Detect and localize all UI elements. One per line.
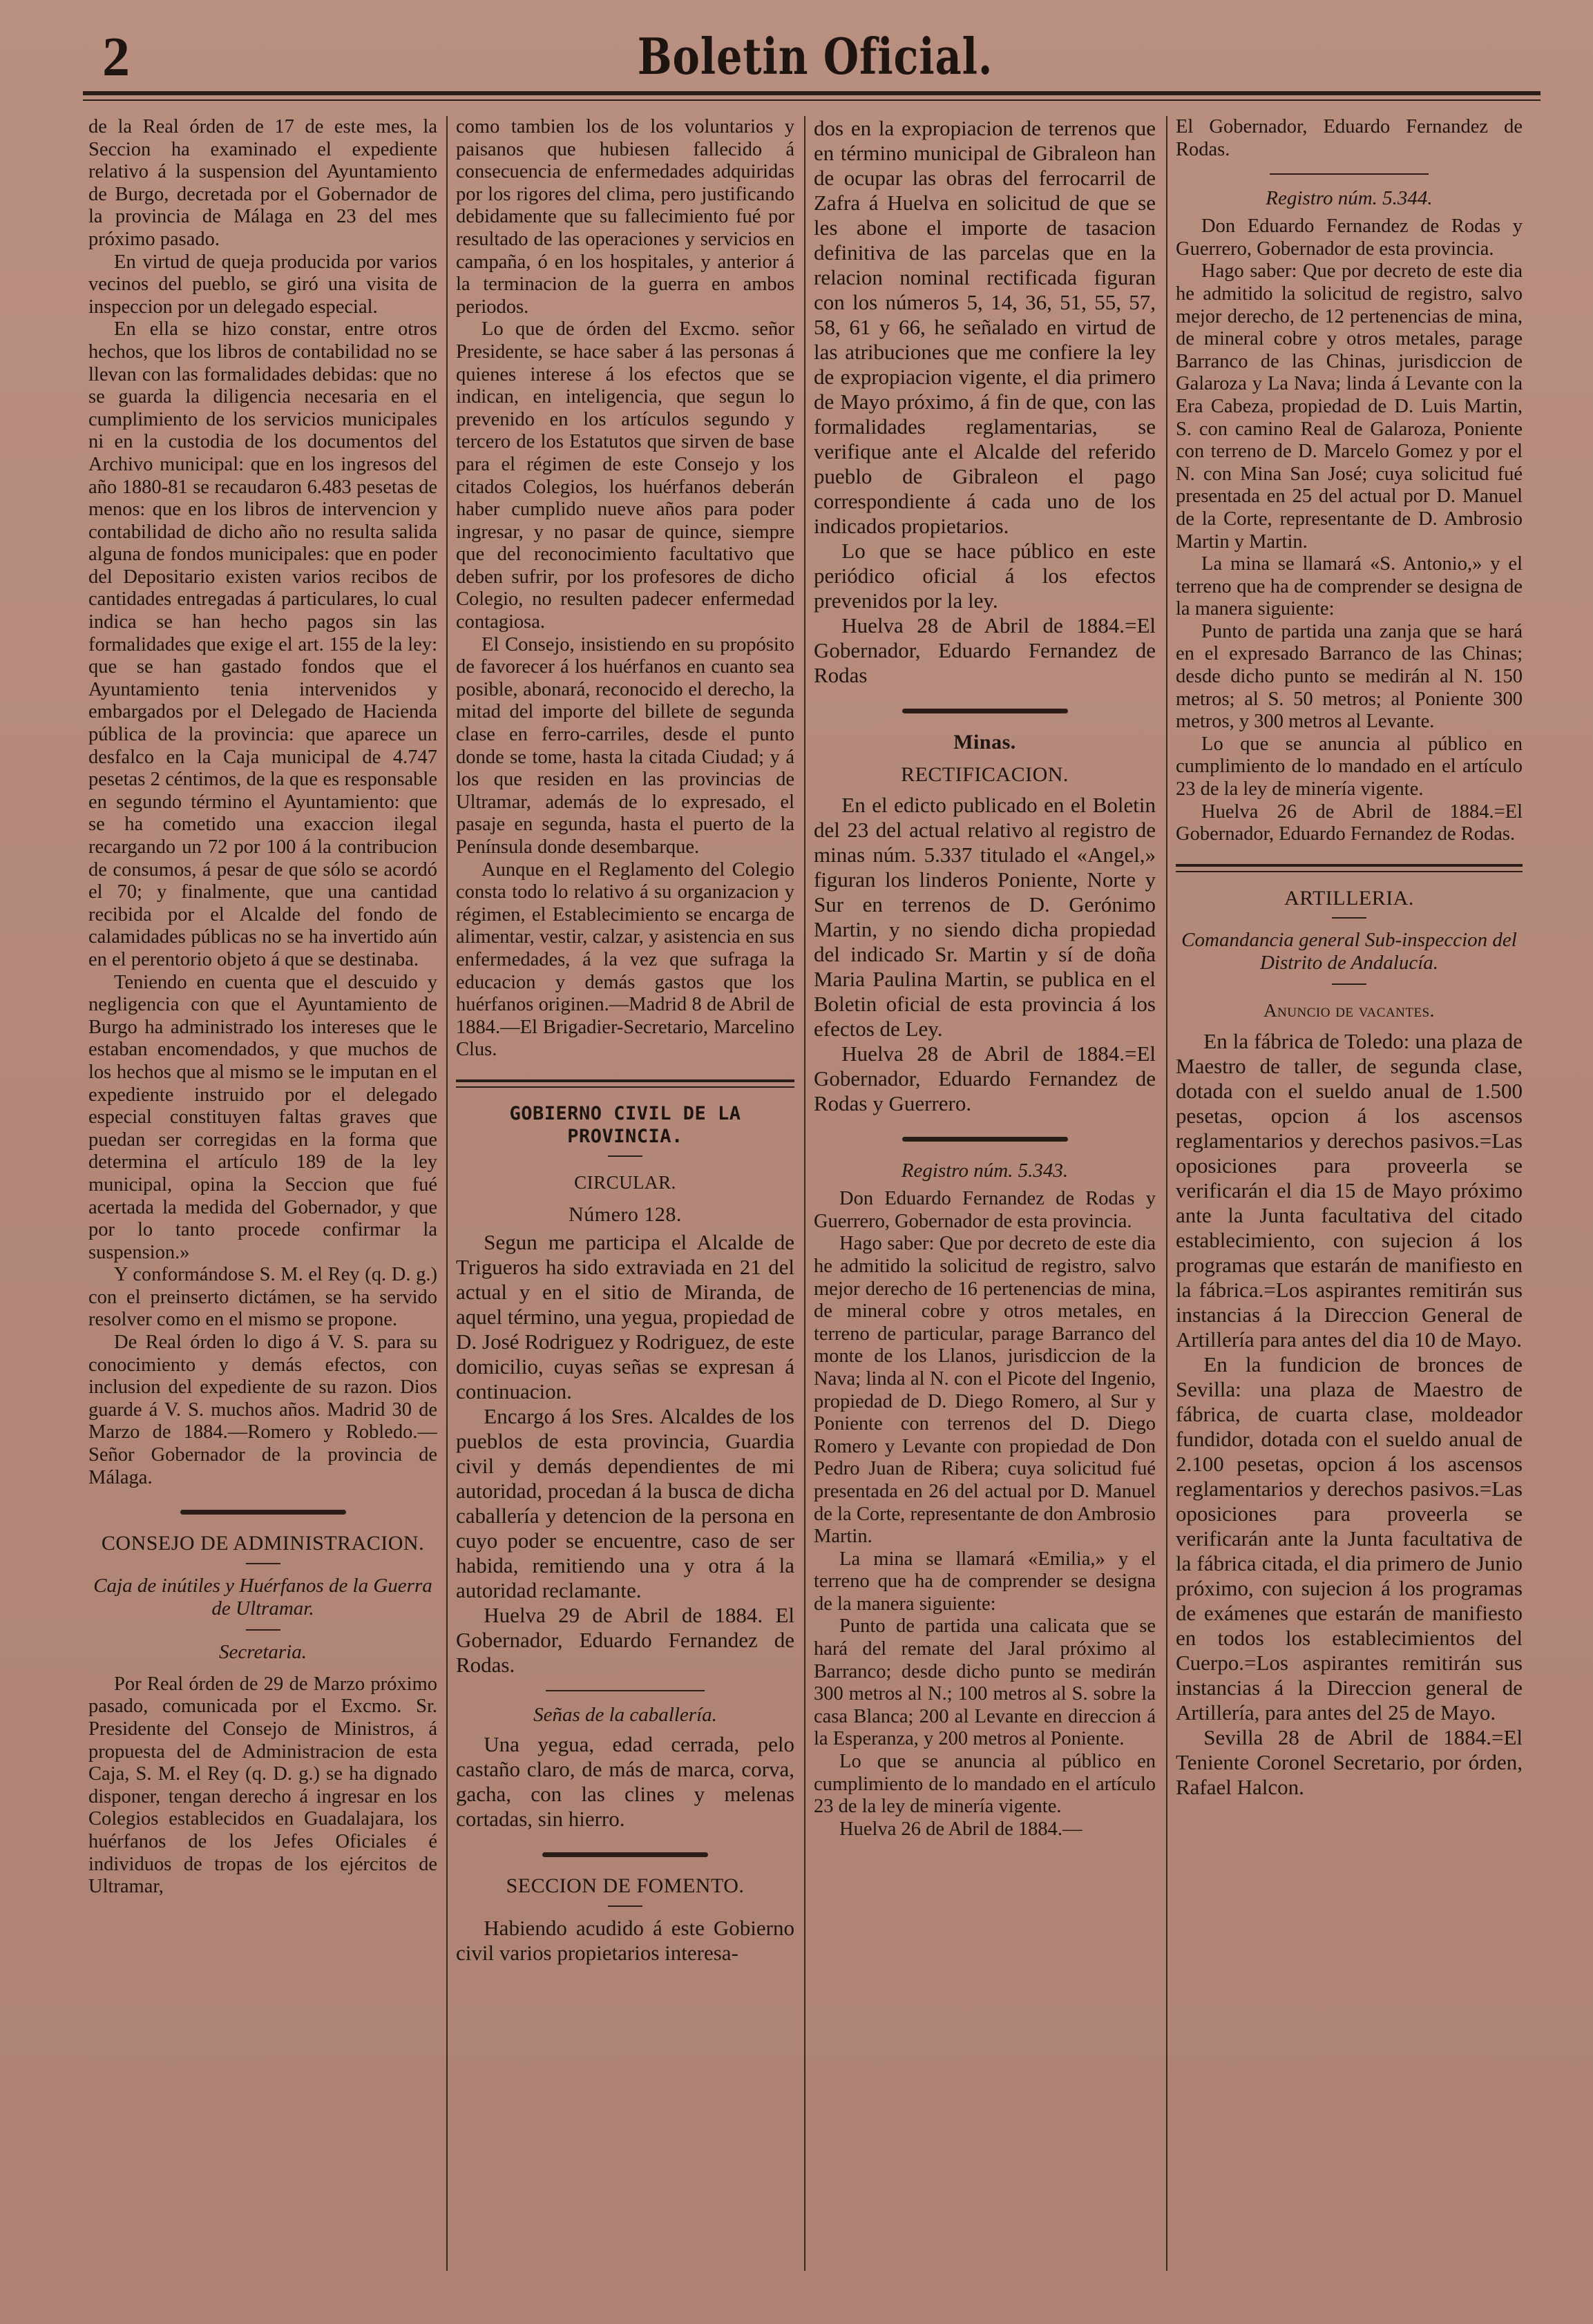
paragraph: Por Real órden de 29 de Marzo próximo pasado, comunicada por el Excmo. Sr. Presidente del Consejo de Ministros, á propuesta del de Administracion de esta Caja, S. M. el Rey (q. D. g.) se ha dignado disponer, tengan derecho á ingresar en los Colegios establecidos en Guadalajara, los huérfanos de los Jefes Oficiales é individuos de tropas de los ejércitos de Ultramar,: [88, 1673, 437, 1898]
paragraph: Punto de partida una calicata que se hará del remate del Jaral próximo al Barranco; desde dicho punto se medirán 300 metros al N.; 100 metros al S. sobre la casa Blanca; 200 al Levante en direccion á la Esperanza, y 200 metros al Poniente.: [814, 1615, 1156, 1750]
page-number: 2: [102, 27, 130, 88]
paragraph: En ella se hizo constar, entre otros hechos, que los libros de contabilidad no se llevan con las formalidades debidas: que no se guarda la diligencia necesaria en el cumplimiento de los servicios municipales ni en la custodia de los documentos del Archivo municipal: que en los ingresos del año 1880-81 se recaudaron 6.483 pesetas de menos: que en los libros de intervencion y contabilidad de dicho año no resulta salida alguna de fondos municipales: que en poder del Depositario existen varios recibos de cantidades entregadas á particulares, lo cual indica se han hecho pagos sin las formalidades que exige el art. 155 de la ley: que se han gastado fondos que el Ayuntamiento tenia intervenidos y embargados por el Delegado de Hacienda pública de la provincia: que aparece un desfalco en la Caja municipal de 4.747 pesetas 2 céntimos, de la que es responsable en segundo término el Ayuntamiento: que se ha cometido una exaccion ilegal recargando un 72 por 100 á la contribucion de consumos, á pesar de que sólo se acordó el 70; y finalmente, que una cantidad recibida por el Alcalde del fondo de calamidades públicas no se ha invertido aún en el perentorio objeto á que se destinaba.: [88, 318, 437, 970]
section-subheading: Número 128.: [569, 1202, 682, 1226]
page-title: Boletin Oficial.: [637, 27, 993, 86]
column-1: [88, 116, 437, 2292]
paragraph: Huelva 28 de Abril de 1884.=El Gobernador, Eduardo Fernandez de Rodas y Guerrero.: [814, 1041, 1156, 1116]
section-subheading: RECTIFICACION.: [901, 762, 1069, 786]
section-heading: GOBIERNO CIVIL DE LA PROVINCIA.: [509, 1102, 741, 1147]
section-separator: [902, 709, 1068, 713]
section-subheading: Registro núm. 5.343.: [901, 1160, 1069, 1182]
section-subheading: Comandancia general Sub-inspeccion del Distrito de Andalucía.: [1181, 929, 1517, 974]
column-divider: [1166, 116, 1167, 2271]
ornament-rule: [456, 1152, 794, 1162]
paragraph: El Consejo, insistiendo en su propósito de favorecer á los huérfanos en cuanto sea posible, abonará, reconocido el derecho, la mitad del importe del billete de segunda clase en ferro-carriles, desde el punto donde se tome, hasta la citada Ciudad; y á los que residen en las provincias de Ultramar, además de lo expresado, el pasaje en segunda, hasta el puerto de la Península donde desembarque.: [456, 633, 794, 858]
column-2: [456, 116, 794, 2292]
paragraph: Don Eduardo Fernandez de Rodas y Guerrero, Gobernador de esta provincia.: [814, 1188, 1156, 1232]
masthead: [90, 25, 1540, 88]
paragraph: Lo que se hace público en este periódico oficial á los efectos prevenidos por la ley.: [814, 539, 1156, 613]
paragraph: Hago saber: Que por decreto de este dia he admitido la solicitud de registro, salvo mejor derecho de 16 pertenencias de mina, de mineral cobre y otros metales, en terreno de particular, parage Barranco del monte de los Llanos, jurisdiccion de la Nava; linda al N. con el Picote del Ingenio, propiedad de D. Diego Romero, al Sur y Poniente con terrenos del D. Diego Romero y Levante con propiedad de Don Pedro Juan de Ribera; cuya solicitud fué presentada en 26 del actual por D. Manuel de la Corte, representante de don Ambrosio Martin.: [814, 1233, 1156, 1548]
section-subheading: Anuncio de vacantes.: [1263, 1000, 1435, 1021]
section-separator: [546, 1690, 705, 1691]
paragraph: Lo que de órden del Excmo. señor Presidente, se hace saber á las personas á quienes interese á los efectos que se indican, en inteligencia, que segun lo prevenido en los artículos segundo y tercero de los Estatutos que sirven de base para el régimen de este Consejo y los citados Colegios, los huérfanos deberán haber cumplido nueve años para poder ingresar, y no pasar de quince, siempre que del reconocimiento facultativo que deben sufrir, por los profesores de dicho Colegio, no resulten padecer enfermedad contagiosa.: [456, 318, 794, 633]
section-heading: Minas.: [953, 731, 1016, 753]
section-separator: [456, 1079, 794, 1088]
paragraph: El Gobernador, Eduardo Fernandez de Rodas.: [1176, 116, 1523, 160]
paragraph: La mina se llamará «Emilia,» y el terreno que ha de comprender se designa de la manera siguiente:: [814, 1548, 1156, 1615]
ornament-rule: [88, 1626, 437, 1635]
paragraph: En el edicto publicado en el Boletin del 23 del actual relativo al registro de minas núm. 5.337 titulado el «Angel,» figuran los linderos Poniente, Norte y Sur en terrenos de D. Gerónimo Martin, y no siendo dicha propiedad del indicado Sr. Martin y sí de doña Maria Paulina Martin, se publica en el Boletin oficial de esta provincia á los efectos de Ley.: [814, 793, 1156, 1041]
paragraph: Segun me participa el Alcalde de Trigueros ha sido extraviada en 21 del actual y en el sitio de Miranda, de aquel término, una yegua, propiedad de D. José Rodriguez y Rodriguez, de este domicilio, cuyas señas se expresan á continuacion.: [456, 1230, 794, 1404]
column-3: [814, 116, 1156, 2292]
paragraph: Huelva 26 de Abril de 1884.—: [839, 1818, 1082, 1840]
column-divider: [446, 116, 448, 2271]
ornament-rule: [1176, 914, 1523, 923]
section-separator: [1270, 173, 1429, 175]
ornament-rule: [1176, 980, 1523, 990]
section-separator: [1176, 864, 1523, 872]
paragraph: Don Eduardo Fernandez de Rodas y Guerrero, Gobernador de esta provincia.: [1176, 215, 1523, 260]
paragraph: En la fundicion de bronces de Sevilla: una plaza de Maestro de fábrica, de cuarta clase, moldeador fundidor, dotada con el sueldo anual de 2.100 pesetas, opcion á los ascensos reglamentarios y derechos pasivos.=Las oposiciones para proveerla se verificarán ante la Junta facultativa de la fábrica citada, el dia primero de Junio próximo, con sujecion á los programas de exámenes que estarán de manifiesto en todos los establecimientos del Cuerpo.=Los aspirantes remitirán sus instancias á la Direccion general de Artillería, para antes del 25 de Mayo.: [1176, 1352, 1523, 1725]
ornament-rule: [88, 1559, 437, 1569]
paragraph: Huelva 26 de Abril de 1884.=El Gobernador, Eduardo Fernandez de Rodas.: [1176, 800, 1523, 845]
section-heading: CONSEJO DE ADMINISTRACION.: [101, 1532, 425, 1555]
paragraph: Lo que se anuncia al público en cumplimiento de lo mandado en el artículo 23 de la ley de minería vigente.: [814, 1751, 1156, 1818]
paragraph: Huelva 29 de Abril de 1884. El Gobernador, Eduardo Fernandez de Rodas.: [456, 1603, 794, 1678]
section-subheading: Señas de la caballería.: [533, 1704, 717, 1727]
paragraph: En la fábrica de Toledo: una plaza de Maestro de taller, de segunda clase, dotada con el sueldo anual de 1.500 pesetas, opcion á los ascensos reglamentarios y derechos pasivos.=Las oposiciones para proveerla se verificarán el dia 15 de Mayo próximo ante la Junta facultativa del citado establecimiento, con sujecion á los programas que estarán de manifiesto en la fábrica.=Los aspirantes remitirán sus instancias á la Direccion General de Artillería para antes del dia 10 de Mayo.: [1176, 1029, 1523, 1352]
ornament-rule: [456, 1902, 794, 1912]
column-divider: [804, 116, 805, 2271]
paragraph: Una yegua, edad cerrada, pelo castaño claro, de más de marca, corva, gacha, con las clines y melenas cortadas, sin hierro.: [456, 1732, 794, 1832]
column-4: [1176, 116, 1523, 2292]
paragraph: Huelva 28 de Abril de 1884.=El Gobernador, Eduardo Fernandez de Rodas: [814, 613, 1156, 687]
paragraph: La mina se llamará «S. Antonio,» y el terreno que ha de comprender se designa de la manera siguiente:: [1176, 553, 1523, 620]
section-heading: SECCION DE FOMENTO.: [506, 1874, 745, 1898]
paragraph: de la Real órden de 17 de este mes, la Seccion ha examinado el expediente relativo á la suspension del Ayuntamiento de Burgo, decretada por el Gobernador de la provincia de Málaga en 23 del mes próximo pasado.: [88, 116, 437, 250]
paragraph: Hago saber: Que por decreto de este dia he admitido la solicitud de registro, salvo mejor derecho, de 12 pertenencias de mina, de mineral cobre y otros metales, parage Barranco de las Chinas, jurisdiccion de Galaroza y La Nava; linda á Levante con la Era Cabeza, propiedad de D. Luis Martin, S. con camino Real de Galaroza, Poniente con terreno de D. Marcelo Gomez y por el N. con Mina San José; cuya solicitud fué presentada en 25 del actual por D. Manuel de la Corte, representante de D. Ambrosio Martin y Martin.: [1176, 260, 1523, 553]
section-subheading: Secretaria.: [219, 1640, 307, 1663]
section-separator: [902, 1137, 1068, 1142]
paragraph: Aunque en el Reglamento del Colegio consta todo lo relativo á su organizacion y régimen, el Establecimiento se encarga de alimentar, vestir, calzar, y asistencia en sus enfermedades, á la vez que sufraga la educacion y demás gastos que los huérfanos originen.—Madrid 8 de Abril de 1884.—El Brigadier-Secretario, Marcelino Clus.: [456, 858, 794, 1061]
section-subheading: Caja de inútiles y Huérfanos de la Guerra de Ultramar.: [93, 1574, 432, 1620]
section-separator: [542, 1852, 708, 1857]
paragraph: Y conformándose S. M. el Rey (q. D. g.) con el preinserto dictámen, se ha servido resolver como en el mismo se propone.: [88, 1264, 437, 1331]
paragraph: De Real órden lo digo á V. S. para su conocimiento y demás efectos, con inclusion del expediente de su razon. Dios guarde á V. S. muchos años. Madrid 30 de Marzo de 1884.—Romero y Robledo.—Señor Gobernador de la provincia de Málaga.: [88, 1332, 437, 1488]
paragraph: Lo que se anuncia al público en cumplimiento de lo mandado en el artículo 23 de la ley de minería vigente.: [1176, 733, 1523, 800]
header-rule-thin: [83, 99, 1540, 101]
section-separator: [180, 1510, 346, 1515]
paragraph: dos en la expropiacion de terrenos que en término municipal de Gibraleon han de ocupar las obras del ferrocarril de Zafra á Huelva en solicitud de que se les abone el importe de tasacion definitiva de las parcelas que en la relacion nominal rectificada figuran con los números 5, 14, 36, 51, 55, 57, 58, 61 y 66, he señalado en virtud de las atribuciones que me confiere la ley de expropiacion vigente, el dia primero de Mayo próximo, á fin de que, con las formalidades reglamentarias, se verifique ante el Alcalde del referido pueblo de Gibraleon el pago correspondiente á cada uno de los indicados propietarios.: [814, 116, 1156, 538]
section-subheading: CIRCULAR.: [574, 1172, 676, 1193]
paragraph: En virtud de queja producida por varios vecinos del pueblo, se giró una visita de inspeccion por un delegado especial.: [88, 251, 437, 318]
paragraph: Punto de partida una zanja que se hará en el expresado Barranco de las Chinas; desde dicho punto se medirán al N. 150 metros; al S. 50 metros; al Poniente 300 metros, y 300 metros al Levante.: [1176, 620, 1523, 733]
paragraph: como tambien los de los voluntarios y paisanos que hubiesen fallecido á consecuencia de enfermedades adquiridas por los rigores del clima, pero justificando debidamente que su fallecimiento fué por resultado de las operaciones y servicios en campaña, ó en los hospitales, y anterior á la terminacion de la guerra en ambos periodos.: [456, 116, 794, 318]
paragraph: Encargo á los Sres. Alcaldes de los pueblos de esta provincia, Guardia civil y demás dependientes de mi autoridad, procedan á la busca de dicha caballería y detencion de la persona en cuyo poder se encuentre, caso de ser habida, remitiendo una y otra á la autoridad reclamante.: [456, 1404, 794, 1603]
header-rule: [83, 91, 1540, 95]
section-subheading: Registro núm. 5.344.: [1266, 187, 1433, 210]
paragraph: Teniendo en cuenta que el descuido y negligencia con que el Ayuntamiento de Burgo ha administrado los intereses que le estaban encomendados, y que muchos de los hechos que al mismo se le imputan en el expediente instruido por el delegado especial constituyen faltas graves que puedan ser corregidas en la forma que determina el artículo 189 de la ley municipal, opina la Seccion que fué acertada la medida del Gobernador, y que por lo tanto procede confirmar la suspension.»: [88, 971, 437, 1263]
paragraph: Sevilla 28 de Abril de 1884.=El Teniente Coronel Secretario, por órden, Rafael Halcon.: [1176, 1725, 1523, 1799]
section-heading: ARTILLERIA.: [1284, 886, 1414, 910]
paragraph: Habiendo acudido á este Gobierno civil varios propietarios interesa-: [456, 1915, 794, 1965]
